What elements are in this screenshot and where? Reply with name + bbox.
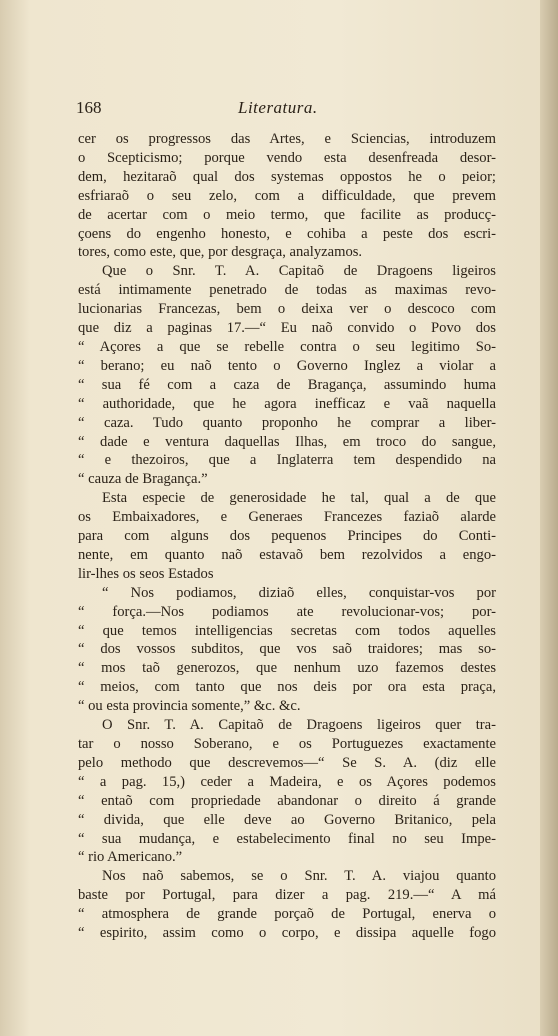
text-line: está intimamente penetrado de todas as maximas revo- — [78, 282, 496, 299]
text-line: nente, em quanto naõ estavaõ bem rezolvidos a engo- — [78, 546, 496, 563]
text-line: cer os progressos das Artes, e Sciencias, introduzem — [78, 131, 496, 147]
text-line: o Scepticismo; porque vendo esta desenfreada desor- — [78, 149, 496, 166]
text-line: “ e thezoiros, que a Inglaterra tem despendido na — [78, 452, 496, 469]
page-header — [76, 98, 496, 122]
text-line: “ rio Americano.” — [78, 849, 183, 866]
text-line: “ berano; eu naõ tento o Governo Inglez a violar a — [78, 357, 496, 374]
text-line: lucionarias Francezas, bem o deixa ver o descoco com — [78, 301, 496, 318]
text-line: “ espirito, assim como o corpo, e dissipa aquelle fogo — [78, 925, 496, 942]
text-line: “ cauza de Bragança.” — [78, 471, 208, 488]
text-line: os Embaixadores, e Generaes Francezes faziaõ alarde — [78, 509, 496, 526]
text-line: “ mos taõ generozos, que nenhum uzo fazemos destes — [78, 660, 496, 677]
text-line: “ Açores a que se rebelle contra o seu legitimo So- — [78, 338, 496, 355]
text-line: de acertar com o meio termo, que facilite as producç- — [78, 206, 496, 223]
text-line: “ ou esta provincia somente,” &c. &c. — [78, 698, 301, 715]
text-line: “ entaõ com propriedade abandonar o direito á grande — [78, 792, 496, 809]
text-line: Esta especie de generosidade he tal, qual a de que — [102, 490, 496, 507]
text-line: lir-lhes os seos Estados — [78, 565, 214, 582]
text-line: “ sua fé com a caza de Bragança, assumindo huma — [78, 376, 496, 393]
text-line: O Snr. T. A. Capitaõ de Dragoens ligeiros quer tra- — [102, 717, 496, 734]
text-line: “ atmosphera de grande porçaõ de Portugal, enerva o — [78, 906, 496, 923]
text-line: tores, como este, que, por desgraça, analyzamos. — [78, 244, 363, 261]
text-line: Nos naõ sabemos, se o Snr. T. A. viajou quanto — [102, 868, 496, 885]
body-text — [78, 130, 496, 943]
text-line: baste por Portugal, para dizer a pag. 219.—“ A má — [78, 887, 496, 904]
text-line: çoens do engenho honesto, e cohiba a peste dos escri- — [78, 225, 496, 242]
text-line: “ força.—Nos podiamos ate revolucionar-vos; por- — [78, 603, 496, 620]
text-line: para com alguns dos pequenos Principes do Conti- — [78, 528, 496, 545]
text-line: “ authoridade, que he agora inefficaz e vaã naquella — [78, 395, 496, 412]
text-line: “ que temos intelligencias secretas com todos aquelles — [78, 622, 496, 639]
text-line: “ meios, com tanto que nos deis por ora esta praça, — [78, 679, 496, 696]
text-line: “ divida, que elle deve ao Governo Britanico, pela — [78, 811, 496, 828]
text-line: “ a pag. 15,) ceder a Madeira, e os Açores podemos — [78, 773, 496, 790]
text-line: esfriaraõ o seu zelo, com a difficuldade, que prevem — [78, 187, 496, 204]
text-line: “ dade e ventura daquellas Ilhas, em troco do sangue, — [78, 433, 496, 450]
page-number: 168 — [76, 98, 102, 117]
running-title: Literatura. — [238, 98, 318, 117]
page-edge — [540, 0, 558, 1036]
text-line: “ sua mudança, e estabelecimento final no seu Impe- — [78, 830, 496, 847]
text-line: pelo methodo que descrevemos—“ Se S. A. (diz elle — [78, 754, 496, 771]
text-line: “ dos vossos subditos, que vos saõ traidores; mas so- — [78, 641, 496, 658]
text-line: que diz a paginas 17.—“ Eu naõ convido o Povo dos — [78, 320, 496, 337]
text-line: tar o nosso Soberano, e os Portuguezes exactamente — [78, 736, 496, 752]
text-line: dem, hezitaraõ qual dos systemas oppostos he o peior; — [78, 168, 496, 185]
text-line: “ caza. Tudo quanto proponho he comprar a liber- — [78, 414, 496, 431]
text-line: Que o Snr. T. A. Capitaõ de Dragoens ligeiros — [102, 263, 496, 280]
text-line: “ Nos podiamos, diziaõ elles, conquistar-vos por — [102, 584, 496, 601]
